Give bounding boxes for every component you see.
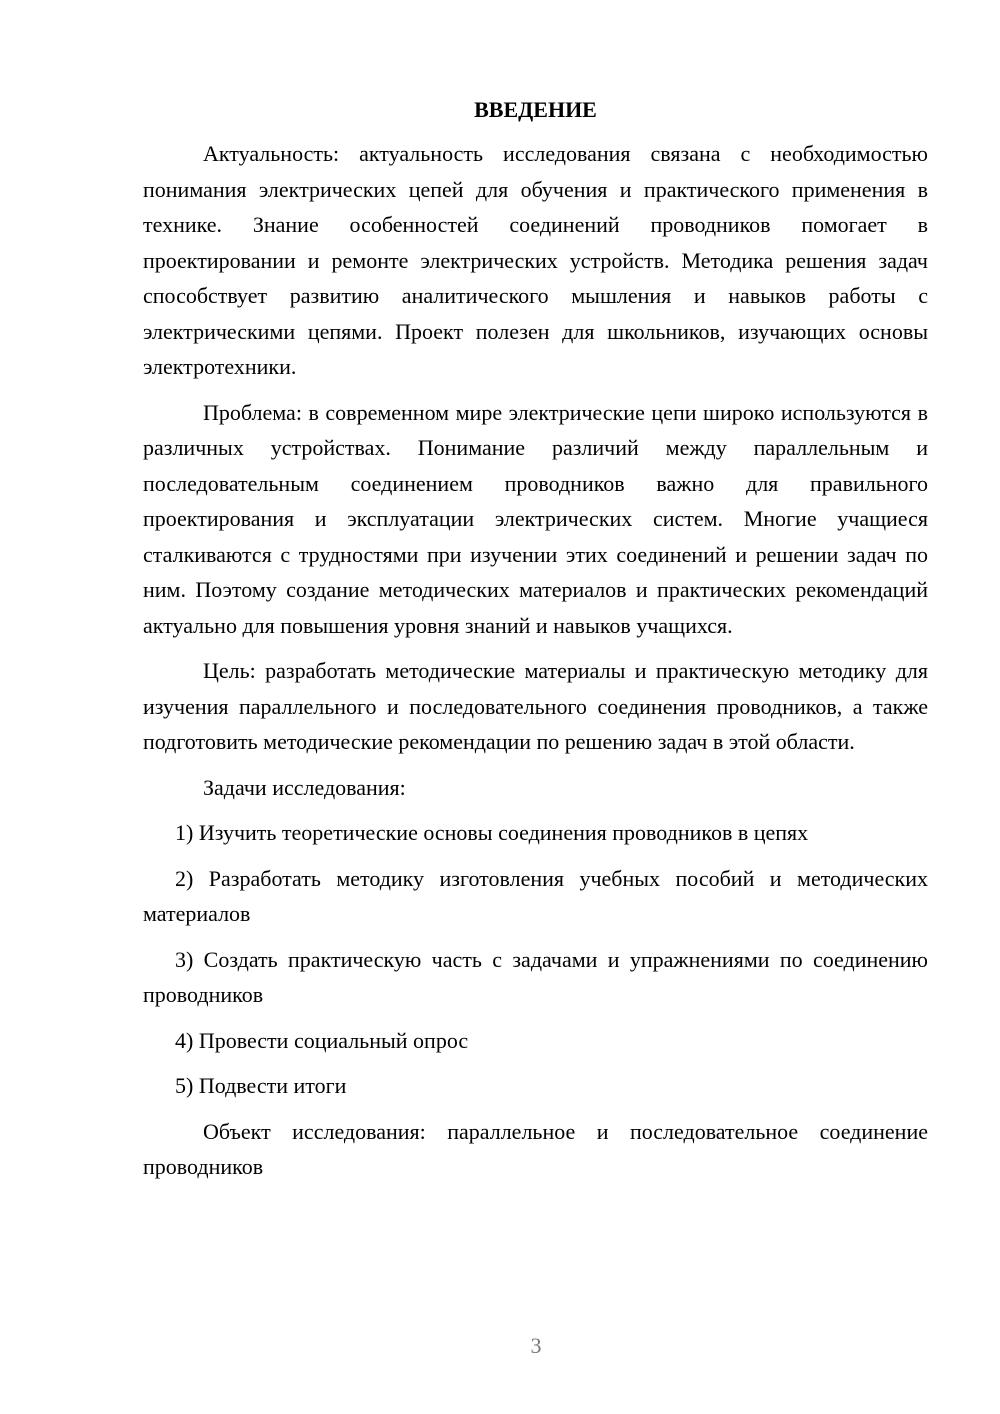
task-item-3: 3) Создать практическую часть с задачами и упражнениями по соединению проводников <box>143 946 928 1007</box>
task-item-4: 4) Провести социальный опрос <box>175 1027 469 1053</box>
section-title: ВВЕДЕНИЕ <box>474 97 597 122</box>
problem-paragraph: Проблема: в современном мире электрические цепи широко используются в различных устройствах. Понимание различий между параллельным и последовательным соединением проводников важно для правильного проектирования и эксплуатации электрических систем. Многие учащиеся сталкиваются с трудностями при изучении этих соединений и решении задач по ним. Поэтому создание методических материалов и практических рекомендаций актуально для повышения уровня знаний и навыков учащихся. <box>143 399 928 638</box>
goal-paragraph: Цель: разработать методические материалы и практическую методику для изучения параллельного и последовательного соединения проводников, а также подготовить методические рекомендации по решению задач в этой области. <box>143 658 928 754</box>
task-item-2: 2) Разработать методику изготовления учебных пособий и методических материалов <box>143 865 928 926</box>
page-number: 3 <box>530 1333 542 1358</box>
task-item-1: 1) Изучить теоретические основы соединения проводников в цепях <box>175 820 809 845</box>
relevance-paragraph: Актуальность: актуальность исследования связана с необходимостью понимания электрических цепей для обучения и практического применения в технике. Знание особенностей соединений проводников помогает в проектировании и ремонте электрических устройств. Методика решения задач способствует развитию аналитического мышления и навыков работы с электрическими цепями. Проект полезен для школьников, изучающих основы электротехники. <box>143 141 928 379</box>
object-paragraph: Объект исследования: параллельное и последовательное соединение проводников <box>143 1118 928 1179</box>
document-page <box>143 90 928 1195</box>
task-item-5: 5) Подвести итоги <box>175 1073 347 1098</box>
tasks-heading: Задачи исследования: <box>203 774 406 800</box>
